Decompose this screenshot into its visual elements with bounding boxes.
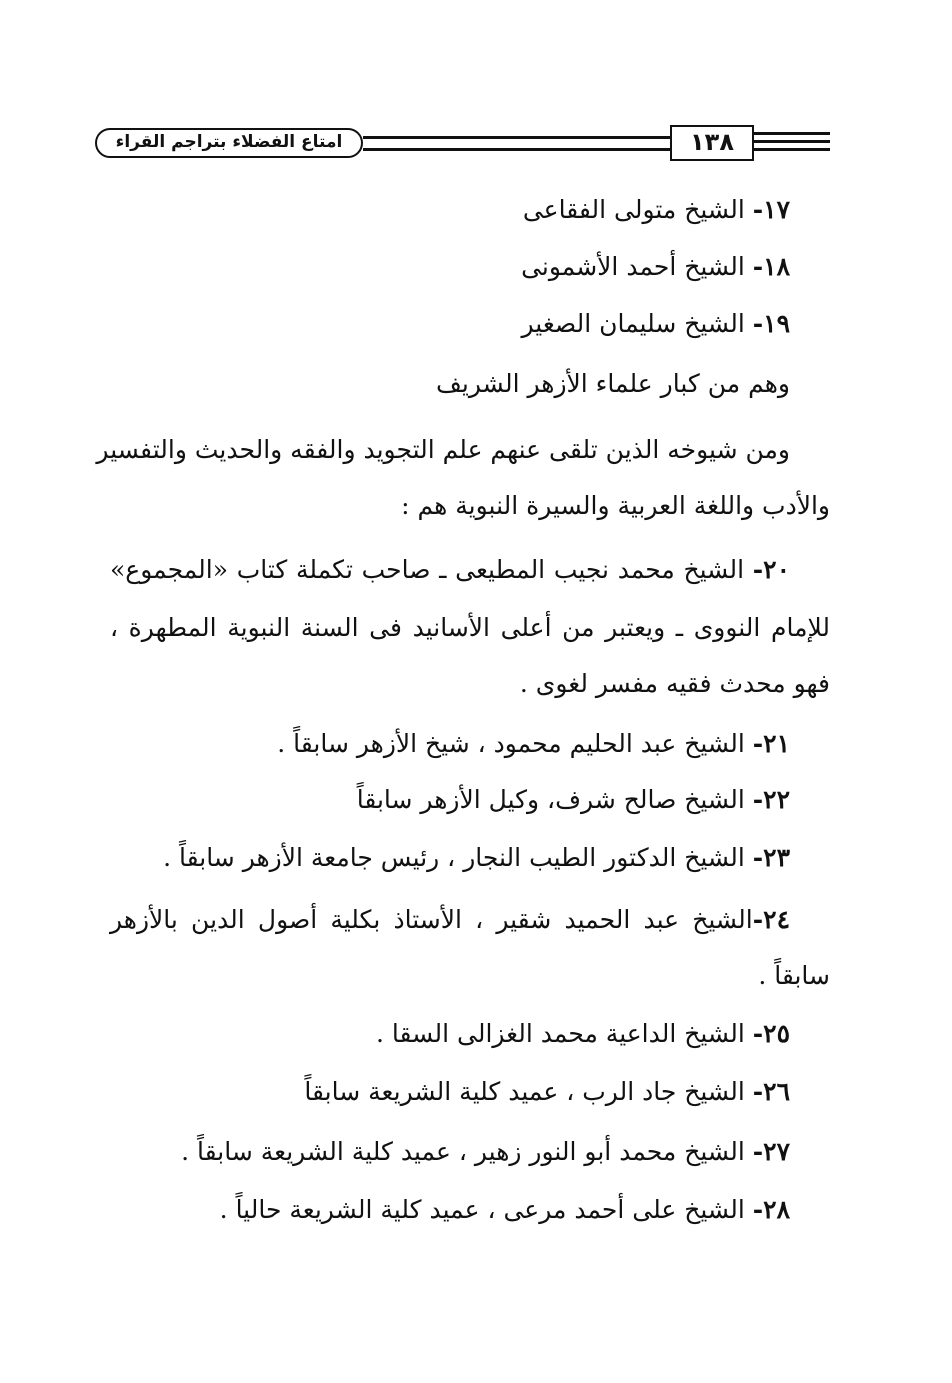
paragraph-line: للإمام النووى ـ ويعتبر من أعلى الأسانيد فى السنة النبوية المطهرة ، [110,613,830,642]
header-rule-right-2 [754,140,830,143]
paragraph-line: فهو محدث فقيه مفسر لغوى . [519,669,830,698]
list-item: ٢٤-الشيخ عبد الحميد شقير ، الأستاذ بكلية أصول الدين بالأزهر [110,905,790,934]
list-item: ٢٥- الشيخ الداعية محمد الغزالى السقا . [376,1019,790,1048]
list-item: ٢٧- الشيخ محمد أبو النور زهير ، عميد كلية الشريعة سابقاً . [181,1137,790,1166]
list-item: ١٨- الشيخ أحمد الأشمونى [521,252,790,281]
list-item: ٢٨- الشيخ على أحمد مرعى ، عميد كلية الشريعة حالياً . [219,1195,790,1224]
header-rule-right-3 [754,148,830,151]
page-number: ١٣٨ [670,125,754,161]
header-rule-left-bottom [363,148,670,151]
list-item: ٢٦- الشيخ جاد الرب ، عميد كلية الشريعة سابقاً [304,1077,790,1106]
header-rule-right-1 [754,132,830,135]
list-item: ٢٣- الشيخ الدكتور الطيب النجار ، رئيس جامعة الأزهر سابقاً . [163,843,790,872]
list-item: ١٩- الشيخ سليمان الصغير [521,309,790,338]
book-title: امتاع الفضلاء بتراجم القراء [95,128,363,158]
paragraph-line: والأدب واللغة العربية والسيرة النبوية هم : [401,491,830,520]
list-item: ٢٠- الشيخ محمد نجيب المطيعى ـ صاحب تكملة كتاب «المجموع» [110,555,790,584]
list-item: ٢١- الشيخ عبد الحليم محمود ، شيخ الأزهر سابقاً . [277,729,790,758]
paragraph-line: ومن شيوخه الذين تلقى عنهم علم التجويد والفقه والحديث والتفسير [96,435,790,464]
list-item: ١٧- الشيخ متولى الفقاعى [522,195,790,224]
paragraph-line: وهم من كبار علماء الأزهر الشريف [436,369,790,398]
paragraph-line: سابقاً . [758,961,830,990]
page-header [95,118,830,168]
header-rule-left-top [363,136,670,139]
list-item: ٢٢- الشيخ صالح شرف، وكيل الأزهر سابقاً [356,785,790,814]
